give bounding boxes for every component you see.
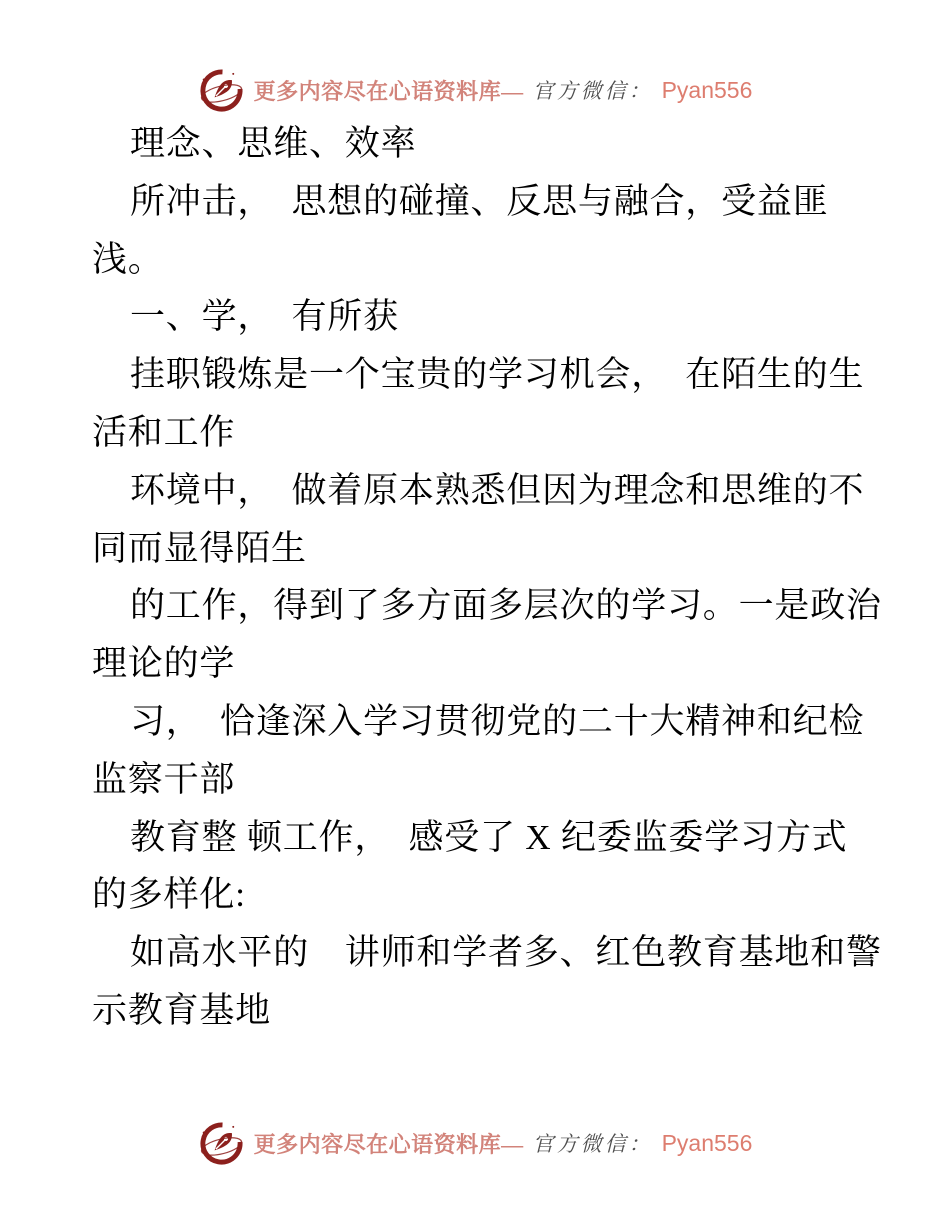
text-line: 同而显得陌生 — [92, 528, 307, 568]
watermark-wechat-label: 官方微信： — [532, 79, 653, 103]
text-line: 的工作，得到了多方面多层次的学习。一是政治 — [130, 586, 882, 626]
text-line: 活和工作 — [92, 412, 236, 452]
text-line: 教育整 顿工作， 感受了 X 纪委监委学习方式 — [130, 817, 848, 857]
watermark-wechat-id: Pyan556 — [661, 1129, 753, 1156]
document-body — [92, 115, 892, 1040]
watermark-brand-text: 更多内容尽在心语资料库— — [253, 1131, 524, 1157]
watermark-brand-text: 更多内容尽在心语资料库— — [253, 78, 524, 104]
watermark-wechat-label: 官方微信： — [532, 1132, 653, 1156]
text-line: 浅。 — [92, 239, 164, 279]
text-line: 的多样化: — [92, 875, 246, 915]
text-line: 理论的学 — [92, 644, 236, 684]
watermark-wechat-id: Pyan556 — [661, 76, 753, 103]
text-line: 监察干部 — [92, 759, 236, 799]
text-line: 理念、思维、效率 — [130, 124, 417, 163]
text-line: 所冲击， 思想的碰撞、反思与融合，受益匪 — [130, 181, 829, 221]
brand-pen-logo-icon — [198, 67, 245, 114]
text-line: 挂职锻炼是一个宝贵的学习机会， 在陌生的生 — [130, 355, 865, 395]
footer-watermark — [0, 1117, 950, 1169]
text-line: 环境中， 做着原本熟悉但因为理念和思维的不 — [130, 470, 865, 510]
text-line: 示教育基地 — [92, 990, 272, 1030]
text-line: 一、学， 有所获 — [130, 297, 399, 337]
brand-pen-logo-icon — [198, 1120, 245, 1167]
text-line: 如高水平的 讲师和学者多、红色教育基地和警 — [130, 933, 882, 973]
text-line: 习， 恰逢深入学习贯彻党的二十大精神和纪检 — [130, 701, 865, 741]
header-watermark — [0, 64, 950, 116]
